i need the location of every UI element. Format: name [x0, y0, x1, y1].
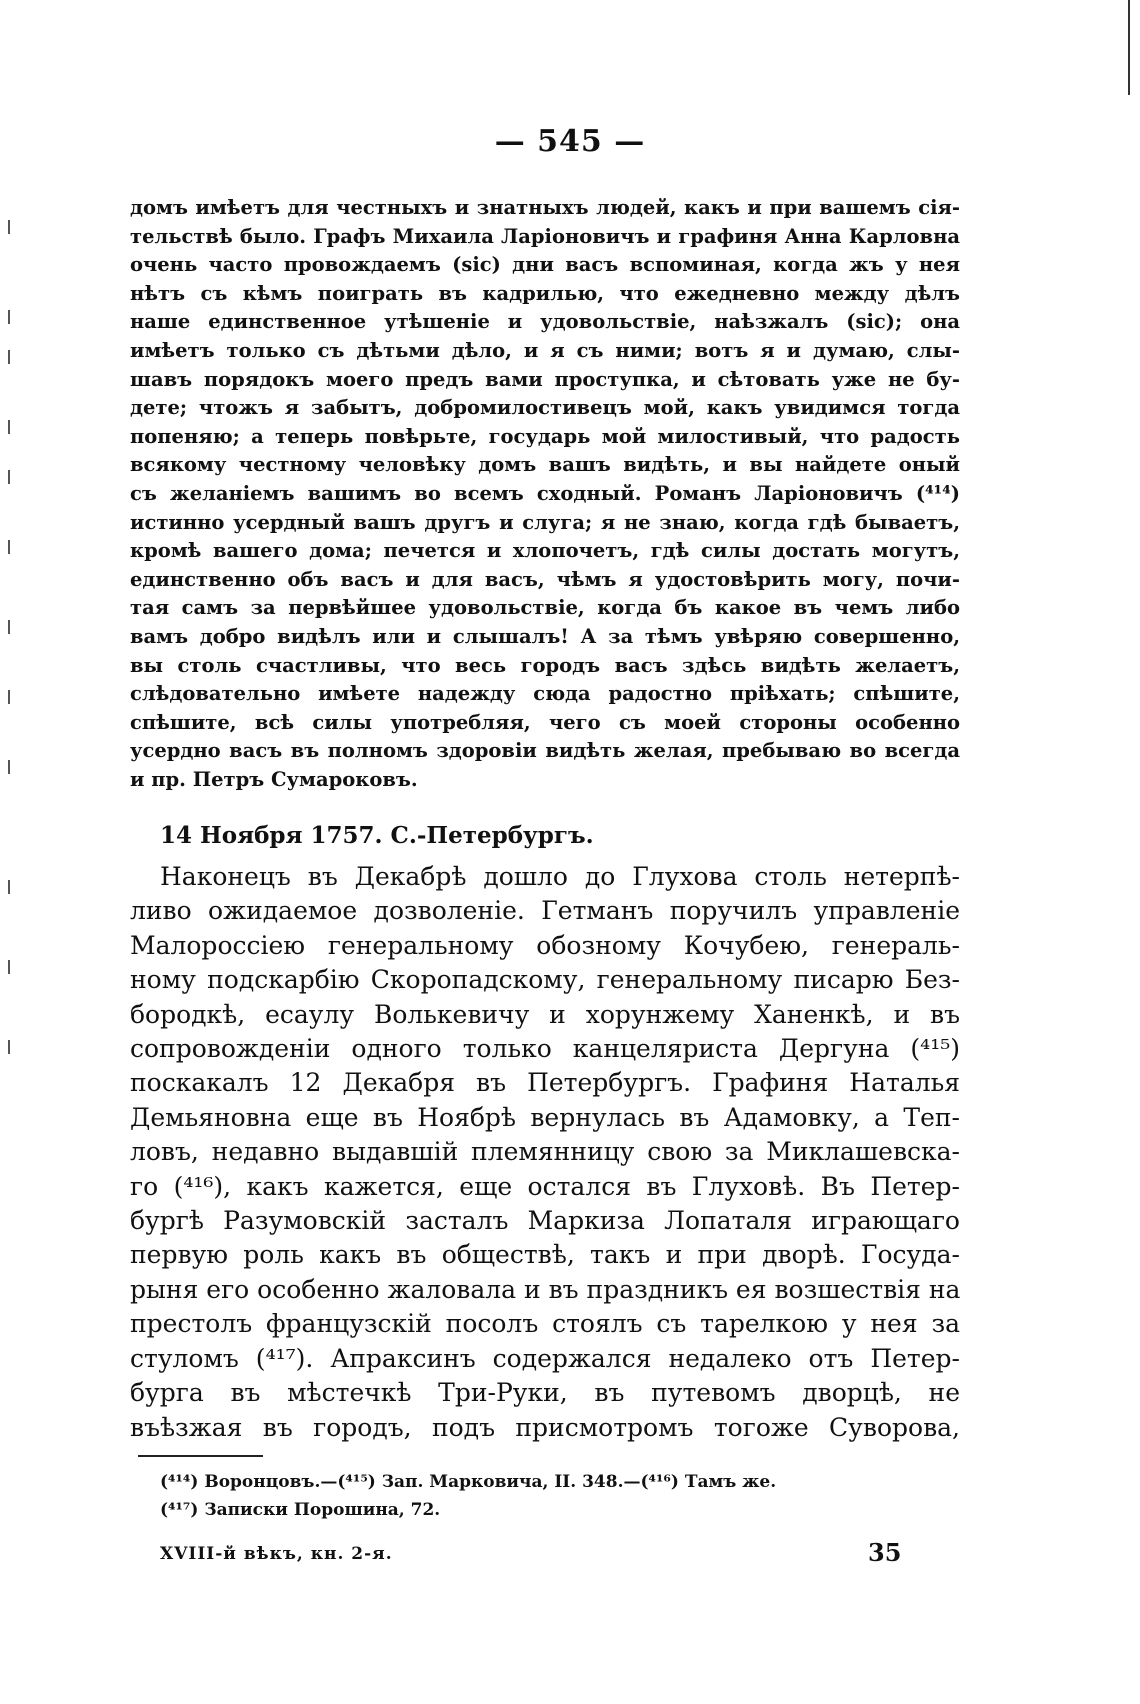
narrative-line: первую роль какъ въ обществѣ, такъ и при дворѣ. Госуда- — [130, 1240, 960, 1270]
margin-mark — [8, 1040, 10, 1054]
letter-line: вамъ добро видѣлъ или и слышалъ! А за тѣмъ увѣряю совершенно, — [130, 624, 960, 648]
footnote-line: (⁴¹⁴) Воронцовъ.—(⁴¹⁵) Зап. Марковича, II. 348.—(⁴¹⁶) Тамъ же. — [160, 1472, 777, 1492]
letter-line: единственно объ васъ и для васъ, чѣмъ я удостовѣрить могу, почи- — [130, 567, 960, 591]
letter-line: кромѣ вашего дома; печется и хлопочетъ, гдѣ силы достать могутъ, — [130, 539, 960, 563]
letter-line: домъ имѣетъ для честныхъ и знатныхъ людей, какъ и при вашемъ сія- — [130, 196, 960, 219]
margin-mark — [8, 690, 10, 704]
narrative-line: бородкѣ, есаулу Волькевичу и хорунжему Ханенкѣ, и въ — [130, 999, 960, 1029]
letter-line: попеняю; а теперь повѣрьте, государь мой милостивый, что радость — [130, 424, 960, 448]
letter-dateline: 14 Ноября 1757. С.-Петербургъ. — [160, 822, 594, 849]
narrative-line: ному подскарбію Скоропадскому, генеральному писарю Без- — [130, 965, 960, 995]
margin-mark — [8, 350, 10, 364]
letter-line: тая самъ за первѣйшее удовольствіе, когда бъ какое въ чемъ либо — [130, 596, 960, 620]
printer-signature: XVIII-й вѣкъ, кн. 2-я. — [160, 1544, 393, 1564]
narrative-line: рыня его особенно жаловала и въ праздникъ ея возшествія на — [130, 1274, 961, 1304]
narrative-line: го (⁴¹⁶), какъ кажется, еще остался въ Глуховѣ. Въ Петер- — [130, 1171, 960, 1201]
page-number: — 545 — — [494, 124, 646, 159]
margin-mark — [8, 220, 10, 234]
letter-line: слѣдовательно имѣете надежду сюда радостно пріѣхать; спѣшите, — [130, 682, 960, 706]
narrative-line: Малороссіею генеральному обозному Кочубею, генераль- — [130, 930, 960, 960]
scan-margin-marks — [4, 220, 14, 1120]
letter-line: всякому честному человѣку домъ вашъ видѣть, и вы найдете оный — [130, 453, 960, 477]
letter-text — [130, 194, 960, 794]
scan-edge-line — [1128, 0, 1130, 95]
narrative-text — [130, 860, 960, 1445]
letter-line: дете; чтожъ я забытъ, добромилостивецъ мой, какъ увидимся тогда — [130, 396, 960, 420]
margin-mark — [8, 960, 10, 974]
letter-line: очень часто провождаемъ (sic) дни васъ вспоминая, когда жъ у нея — [130, 253, 960, 277]
letter-line: и пр. Петръ Сумароковъ. — [130, 767, 418, 791]
narrative-line: стуломъ (⁴¹⁷). Апраксинъ содержался недалеко отъ Петер- — [130, 1343, 960, 1373]
letter-line: спѣшите, всѣ силы употребляя, чего съ моей стороны особенно — [130, 710, 960, 734]
letter-line: нѣтъ съ кѣмъ поиграть въ кадрилью, что ежедневно между дѣлъ — [130, 281, 960, 305]
narrative-line: Наконецъ въ Декабрѣ дошло до Глухова столь нетерпѣ- — [160, 862, 960, 891]
margin-mark — [8, 760, 10, 774]
footnote-divider — [138, 1455, 263, 1457]
letter-line: усердно васъ въ полномъ здоровіи видѣть желая, пребываю во всегда — [130, 739, 960, 763]
narrative-line: сопровожденіи одного только канцеляриста Дергуна (⁴¹⁵) — [130, 1034, 960, 1064]
narrative-line: ливо ожидаемое дозволеніе. Гетманъ поручилъ управленіе — [130, 896, 960, 926]
margin-mark — [8, 880, 10, 894]
letter-line: съ желаніемъ вашимъ во всемъ сходный. Романъ Ларіоновичъ (⁴¹⁴) — [130, 481, 960, 505]
margin-mark — [8, 470, 10, 484]
narrative-line: Демьяновна еще въ Ноябрѣ вернулась въ Адамовку, а Теп- — [130, 1102, 960, 1132]
margin-mark — [8, 620, 10, 634]
letter-line: истинно усердный вашъ другъ и слуга; я не знаю, когда гдѣ бываетъ, — [130, 510, 960, 534]
letter-line: вы столь счастливы, что весь городъ васъ здѣсь видѣть желаетъ, — [130, 653, 960, 677]
narrative-line: бурга въ мѣстечкѣ Три-Руки, въ путевомъ дворцѣ, не — [130, 1378, 960, 1408]
narrative-line: поскакалъ 12 Декабря въ Петербургъ. Графиня Наталья — [130, 1068, 960, 1098]
sheet-number: 35 — [868, 1538, 902, 1567]
narrative-line: ловъ, недавно выдавшій племянницу свою за Миклашевска- — [130, 1137, 960, 1167]
narrative-line: бургѣ Разумовскій засталъ Маркиза Лопаталя играющаго — [130, 1206, 960, 1236]
footnote-line: (⁴¹⁷) Записки Порошина, 72. — [160, 1500, 441, 1520]
narrative-line: въѣзжая въ городъ, подъ присмотромъ тогоже Суворова, — [130, 1412, 960, 1442]
margin-mark — [8, 420, 10, 434]
margin-mark — [8, 310, 10, 324]
margin-mark — [8, 540, 10, 554]
letter-line: шавъ порядокъ моего предъ вами проступка, и сѣтовать уже не бу- — [130, 367, 960, 391]
footnotes — [160, 1468, 920, 1524]
letter-line: наше единственное утѣшеніе и удовольствіе, наѣзжалъ (sic); она — [130, 310, 960, 334]
letter-line: тельствѣ было. Графъ Михаила Ларіоновичъ и графиня Анна Карловна — [130, 224, 960, 248]
narrative-line: престолъ французскій посолъ стоялъ съ тарелкою у нея за — [130, 1309, 960, 1339]
letter-line: имѣетъ только съ дѣтьми дѣло, и я съ ними; вотъ я и думаю, слы- — [130, 338, 960, 362]
